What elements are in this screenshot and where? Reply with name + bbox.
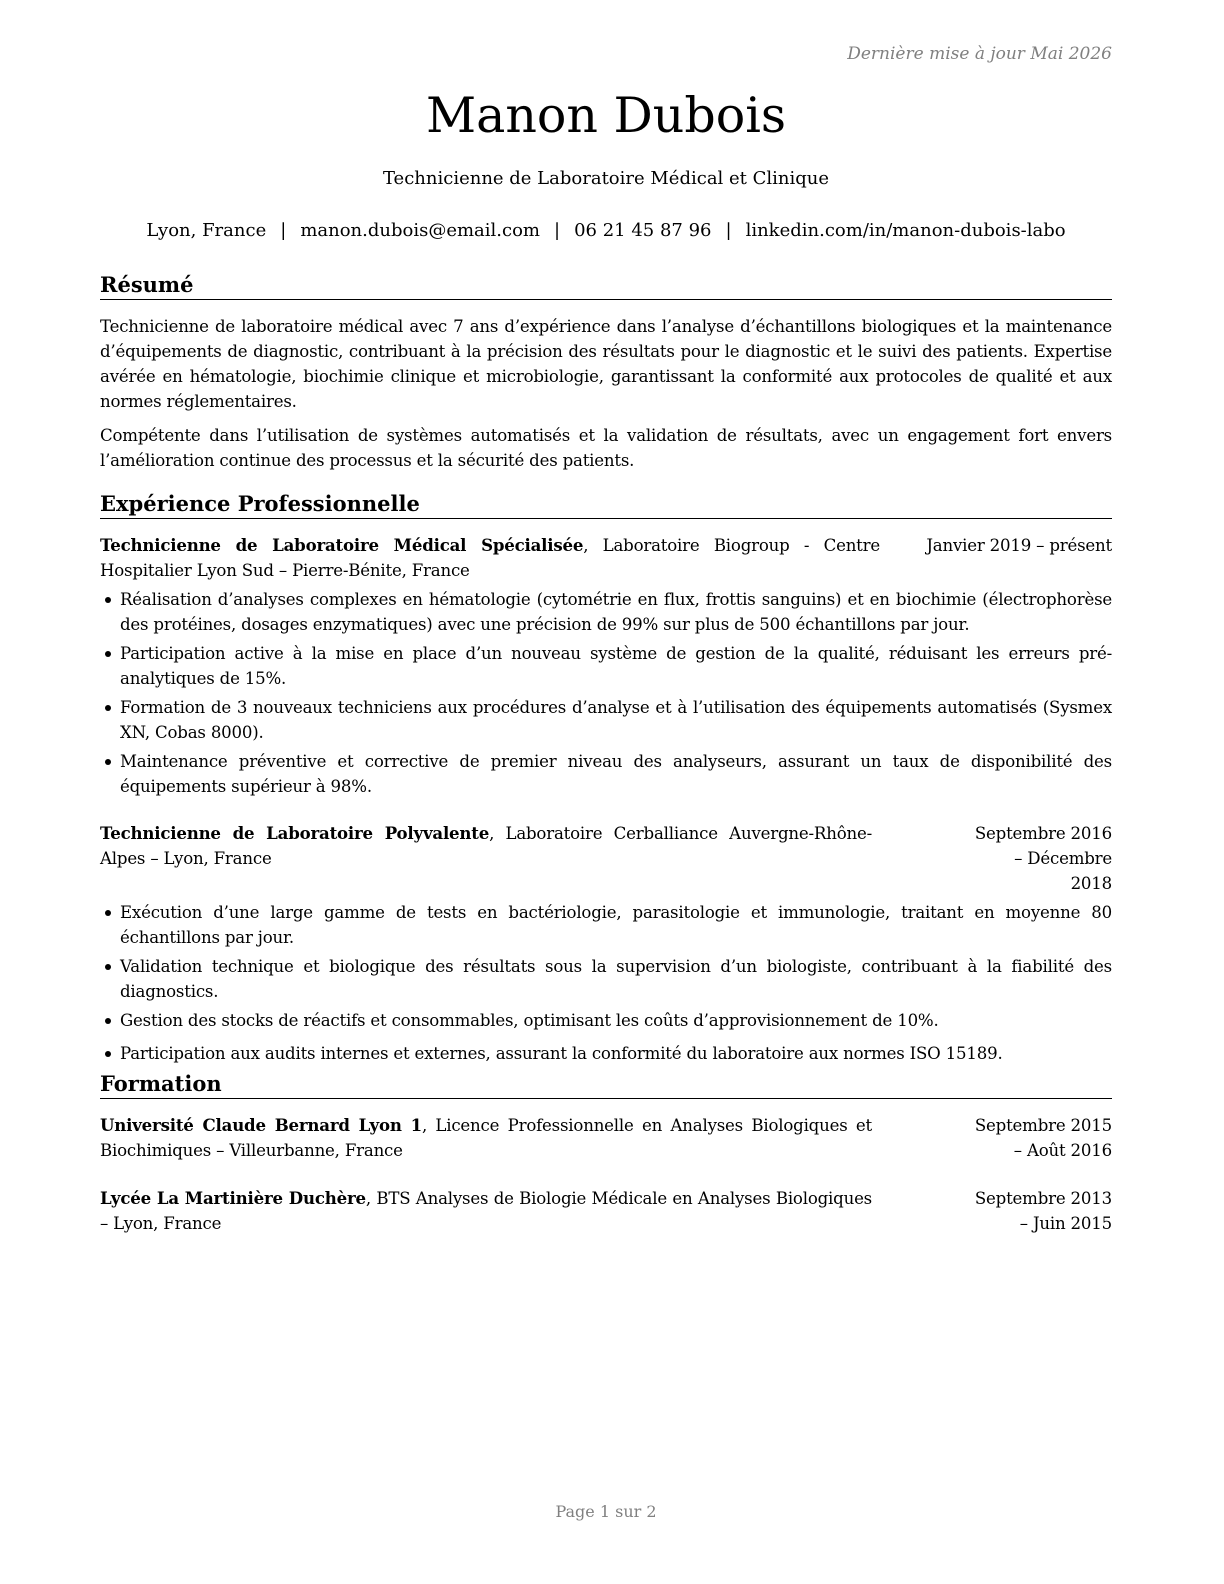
- school-name: Université Claude Bernard Lyon 1: [100, 1115, 422, 1135]
- job-title: Technicienne de Laboratoire Médical Spécialisée: [100, 535, 584, 555]
- education-details: , BTS Analyses de Biologie Médicale en Analyses Biologiques – Lyon, France: [100, 1189, 872, 1233]
- job-details: , Laboratoire Biogroup - Centre Hospitalier Lyon Sud – Pierre-Bénite, France: [100, 536, 880, 580]
- education-entry: [100, 1186, 1112, 1236]
- contact-separator: |: [725, 220, 732, 241]
- list-item: Participation aux audits internes et externes, assurant la conformité du laboratoire aux normes ISO 15189.: [100, 1041, 1112, 1066]
- section-heading: Résumé: [100, 272, 1112, 300]
- candidate-name: Manon Dubois: [425, 87, 787, 144]
- last-updated: Dernière mise à jour Mai 2026: [847, 44, 1112, 64]
- list-item: Participation active à la mise en place d’un nouveau système de gestion de la qualité, réduisant les erreurs pré-analytiques de 15%.: [100, 641, 1112, 691]
- contact-separator: |: [554, 220, 561, 241]
- job-title: Technicienne de Laboratoire Polyvalente: [100, 823, 490, 843]
- summary-paragraph: Technicienne de laboratoire médical avec 7 ans d’expérience dans l’analyse d’échantillons biologiques et la maintenance d’équipements de diagnostic, contribuant à la précision des résultats pour le diagnostic et le suivi des patients. Expertise avérée en hématologie, biochimie clinique et microbiologie, garantissant la conformité aux protocoles de qualité et aux normes réglementaires.: [100, 317, 1112, 411]
- list-item: Maintenance préventive et corrective de premier niveau des analyseurs, assurant un taux de disponibilité des équipements supérieur à 98%.: [100, 749, 1112, 799]
- resume-section: [100, 272, 1112, 473]
- contact-linkedin[interactable]: linkedin.com/in/manon-dubois-labo: [745, 220, 1066, 241]
- contact-email[interactable]: manon.dubois@email.com: [300, 220, 540, 241]
- candidate-title: Technicienne de Laboratoire Médical et Clinique: [382, 168, 830, 189]
- education-details: , Licence Professionnelle en Analyses Biologiques et Biochimiques – Villeurbanne, France: [100, 1116, 872, 1160]
- contact-location: Lyon, France: [146, 220, 267, 241]
- list-item: Exécution d’une large gamme de tests en bactériologie, parasitologie et immunologie, traitant en moyenne 80 échantillons par jour.: [100, 900, 1112, 950]
- resume-page: [100, 0, 1112, 1584]
- summary-paragraph: Compétente dans l’utilisation de systèmes automatisés et la validation de résultats, avec un engagement fort envers l’amélioration continue des processus et la sécurité des patients.: [100, 426, 1112, 470]
- job-entry: [100, 533, 1112, 799]
- job-dates: Janvier 2019 – présent: [926, 536, 1112, 555]
- list-item: Validation technique et biologique des résultats sous la supervision d’un biologiste, contribuant à la fiabilité des diagnostics.: [100, 954, 1112, 1004]
- job-dates: Septembre 2016 – Décembre 2018: [974, 824, 1112, 893]
- contact-separator: |: [280, 220, 287, 241]
- section-heading: Formation: [100, 1071, 1112, 1099]
- list-item: Formation de 3 nouveaux techniciens aux procédures d’analyse et à l’utilisation des équipements automatisés (Sysmex XN, Cobas 8000).: [100, 695, 1112, 745]
- list-item: Réalisation d’analyses complexes en hématologie (cytométrie en flux, frottis sanguins) et en biochimie (électrophorèse des protéines, dosages enzymatiques) avec une précision de 99% sur plus de 500 échantillons par jour.: [100, 587, 1112, 637]
- job-details: , Laboratoire Cerballiance Auvergne-Rhône-Alpes – Lyon, France: [100, 824, 872, 868]
- contact-phone: 06 21 45 87 96: [574, 220, 712, 241]
- experience-section: [100, 491, 1112, 1066]
- education-dates: Septembre 2015 – Août 2016: [974, 1116, 1112, 1160]
- education-entry: [100, 1113, 1112, 1163]
- contact-line: [100, 220, 1112, 242]
- school-name: Lycée La Martinière Duchère: [100, 1188, 366, 1208]
- list-item: Gestion des stocks de réactifs et consommables, optimisant les coûts d’approvisionnement de 10%.: [100, 1008, 1112, 1033]
- page-number: Page 1 sur 2: [555, 1502, 657, 1521]
- section-heading: Expérience Professionnelle: [100, 491, 1112, 519]
- job-entry: [100, 821, 1112, 1066]
- education-section: [100, 1071, 1112, 1236]
- education-dates: Septembre 2013 – Juin 2015: [974, 1189, 1112, 1233]
